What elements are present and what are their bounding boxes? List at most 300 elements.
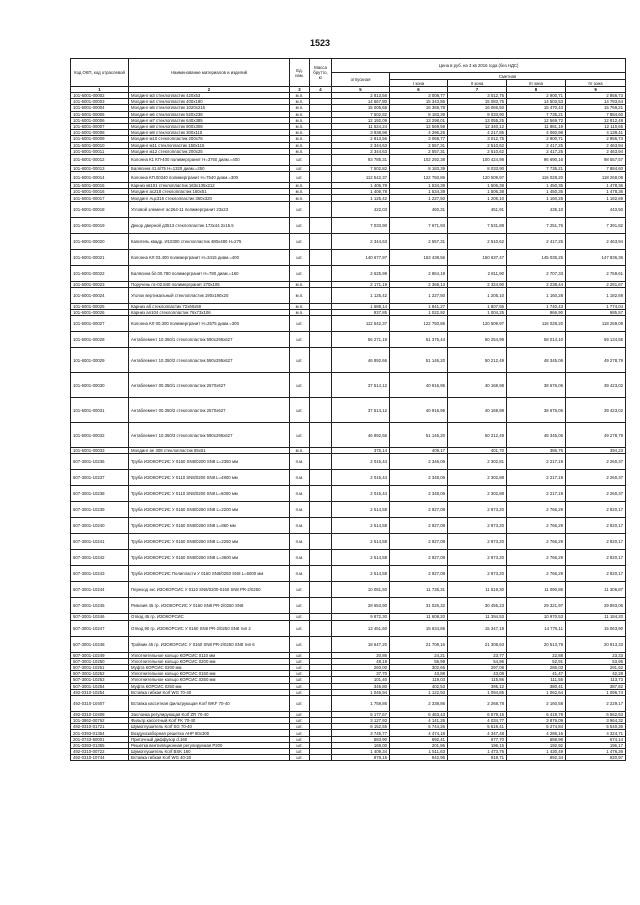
cell-zone3-price: 892,34 — [507, 755, 566, 761]
cell-zone2-price: 2 873,20 — [448, 534, 507, 550]
cell-mass — [310, 287, 332, 303]
cell-release-price: 18 647,20 — [332, 636, 390, 652]
cell-zone4-price: 387,82 — [566, 683, 626, 689]
cell-name: Шумоглушитель Korf BSK 160 — [129, 749, 290, 755]
cell-release-price: 101,40 — [332, 677, 390, 683]
cell-zone2-price: 297,08 — [448, 664, 507, 670]
table-row — [71, 217, 626, 233]
cell-zone2-price: 13 055,25 — [448, 117, 507, 123]
cell-zone1-price: 1 227,50 — [390, 287, 448, 303]
table-row — [71, 332, 626, 348]
cell-release-price: 2 514,58 — [332, 534, 390, 550]
cell-zone2-price: 150 637,47 — [448, 249, 507, 265]
cell-unit: м.п. — [290, 130, 310, 136]
cell-code: 101-6001-00014 — [71, 172, 129, 183]
cell-name: Антаблемент 10.350/1 стеклопластик 590х295х627 — [129, 332, 290, 348]
cell-zone2-price: 1 205,10 — [448, 195, 507, 201]
cell-zone1-price: 2 368,13 — [390, 281, 448, 287]
cell-name: Молдинг м10 стеклопластик 200х76 — [129, 136, 290, 142]
cell-zone3-price: 2 900,71 — [507, 93, 566, 99]
cell-zone2-price: 50 212,49 — [448, 423, 507, 448]
col-index: 4 — [310, 87, 332, 93]
cell-unit: м.п. — [290, 93, 310, 99]
cell-zone3-price: 5 274,84 — [507, 724, 566, 730]
cell-release-price: 48,19 — [332, 658, 390, 664]
cell-name: Вставка гибкая Korf WG 40-20 — [129, 755, 290, 761]
cell-zone3-price: 2 766,29 — [507, 566, 566, 582]
cell-zone1-price: 153 438,56 — [390, 249, 448, 265]
cell-zone3-price: 2 707,33 — [507, 265, 566, 281]
cell-release-price: 37 514,12 — [332, 373, 390, 398]
cell-code: 101-6001-00004 — [71, 105, 129, 111]
cell-release-price: 11 524,24 — [332, 123, 390, 129]
cell-code: 101-6001-00022 — [71, 265, 129, 281]
cell-zone3-price: 2 417,25 — [507, 233, 566, 249]
cell-zone2-price: 2 510,62 — [448, 142, 507, 148]
cell-name: Молдинг м11 стеклопластик 150х115 — [129, 142, 290, 148]
cell-name: Труба ИЗОКОРСИС У 0160 SN8/0250 SN8 L=2200 мм — [129, 502, 290, 518]
cell-zone4-price: 15 063,90 — [566, 620, 626, 636]
cell-name: Уплотнительное кольцо КОРСИС 0110 мм — [129, 652, 290, 658]
cell-unit: шт. — [290, 316, 310, 332]
table-row — [71, 470, 626, 486]
cell-mass — [310, 454, 332, 470]
cell-zone3-price: 4 286,16 — [507, 730, 566, 736]
cell-zone1-price: 15 634,86 — [390, 620, 448, 636]
cell-code: 507-3001-10240 — [71, 518, 129, 534]
cell-unit: м.п. — [290, 123, 310, 129]
cell-zone3-price: 52,91 — [507, 658, 566, 664]
cell-code: 507-3001-10246 — [71, 614, 129, 620]
cell-name: Муфта КОРСИС 0200 мм — [129, 664, 290, 670]
cell-zone1-price: 43,88 — [390, 671, 448, 677]
cell-zone3-price: 380,41 — [507, 683, 566, 689]
cell-zone4-price: 7 884,60 — [566, 111, 626, 117]
cell-zone3-price: 2 217,19 — [507, 486, 566, 502]
cell-code: 507-3001-10245 — [71, 598, 129, 614]
cell-zone3-price: 2 160,58 — [507, 695, 566, 711]
cell-zone4-price: 5 540,36 — [566, 724, 626, 730]
cell-zone3-price: 2 238,44 — [507, 281, 566, 287]
cell-name: Карниз аб стеклопластик 72х60х58 — [129, 303, 290, 309]
price-table — [70, 58, 626, 761]
cell-zone2-price: 60 254,99 — [448, 332, 507, 348]
cell-name: Ревизия 45 гр. ИЗОКОРСИС У 0160 SN8 PR-2/0250 SN8 — [129, 598, 290, 614]
cell-zone4-price: 1 182,69 — [566, 287, 626, 303]
cell-code: 507-3001-10253 — [71, 677, 129, 683]
cell-zone4-price: 2 229,17 — [566, 695, 626, 711]
cell-code: 492-0310-10744 — [71, 755, 129, 761]
cell-zone1-price: 16 368,78 — [390, 105, 448, 111]
cell-zone1-price: 2 927,08 — [390, 502, 448, 518]
header-estimate: Сметная — [390, 73, 626, 80]
cell-zone4-price: 985,57 — [566, 310, 626, 316]
table-row — [71, 502, 626, 518]
cell-unit: шт. — [290, 711, 310, 717]
cell-unit: шт. — [290, 718, 310, 724]
cell-code: 101-6001-00023 — [71, 281, 129, 287]
cell-unit: м.п. — [290, 287, 310, 303]
cell-name: Молдинг м8 стеклопластик 800х308 — [129, 123, 290, 129]
cell-zone4-price: 59 134,55 — [566, 332, 626, 348]
table-row — [71, 582, 626, 598]
cell-code: 101-6001-00024 — [71, 287, 129, 303]
cell-zone3-price: 7 735,21 — [507, 111, 566, 117]
header-name: Наименование материалов и изделий — [129, 59, 290, 87]
cell-zone1-price: 61 375,44 — [390, 332, 448, 348]
cell-name: Поручень пс-02.840 полимергранит 270х105 — [129, 281, 290, 287]
cell-zone4-price: 2 820,17 — [566, 534, 626, 550]
cell-code: 201-0743-50001 — [71, 736, 129, 742]
cell-mass — [310, 332, 332, 348]
cell-release-price: 2 344,63 — [332, 142, 390, 148]
cell-release-price: 2 813,56 — [332, 136, 390, 142]
cell-zone3-price: 386,76 — [507, 448, 566, 454]
cell-release-price: 1 125,42 — [332, 195, 390, 201]
cell-zone3-price: 1 740,43 — [507, 303, 566, 309]
cell-zone2-price: 120 509,97 — [448, 316, 507, 332]
cell-release-price: 1 406,78 — [332, 189, 390, 195]
cell-unit: шт. — [290, 730, 310, 736]
cell-mass — [310, 636, 332, 652]
cell-zone2-price: 401,70 — [448, 448, 507, 454]
table-row — [71, 518, 626, 534]
cell-zone2-price: 40 169,98 — [448, 398, 507, 423]
cell-zone1-price: 8 183,39 — [390, 165, 448, 171]
cell-unit: п.м. — [290, 470, 310, 486]
cell-mass — [310, 755, 332, 761]
cell-release-price: 140 677,97 — [332, 249, 390, 265]
table-row — [71, 566, 626, 582]
cell-zone1-price: 1 122,93 — [390, 689, 448, 695]
cell-unit: м.п. — [290, 136, 310, 142]
cell-code: 101-6001-00019 — [71, 217, 129, 233]
cell-unit: шт. — [290, 724, 310, 730]
table-row — [71, 265, 626, 281]
cell-mass — [310, 201, 332, 217]
cell-release-price: 169,00 — [332, 742, 390, 748]
cell-zone2-price: 1 205,10 — [448, 287, 507, 303]
header-zone-2: II зона — [448, 80, 507, 87]
table-row — [71, 598, 626, 614]
cell-zone1-price: 1 511,63 — [390, 749, 448, 755]
cell-name: Капитель квадр. И10300 стеклопластик 480х480 Н=275 — [129, 233, 290, 249]
cell-unit: шт. — [290, 671, 310, 677]
cell-unit: п.м. — [290, 486, 310, 502]
cell-code: 101-6001-00032 — [71, 423, 129, 448]
cell-name: Муфта КОРСИС 0250 мм — [129, 683, 290, 689]
cell-mass — [310, 217, 332, 233]
col-index: 5 — [332, 87, 390, 93]
cell-zone1-price: 302,65 — [390, 664, 448, 670]
cell-zone4-price: 2 260,37 — [566, 486, 626, 502]
cell-release-price: 112 542,37 — [332, 316, 390, 332]
cell-unit: шт. — [290, 233, 310, 249]
cell-code: 507-3001-10239 — [71, 502, 129, 518]
cell-zone4-price: 49 278,79 — [566, 423, 626, 448]
cell-zone1-price: 2 927,08 — [390, 550, 448, 566]
cell-zone1-price: 2 927,08 — [390, 518, 448, 534]
header-zone-4: IV зона — [566, 80, 626, 87]
cell-zone1-price: 402,53 — [390, 683, 448, 689]
cell-name: Колонна К1 КП-400 полимергранит Н=3760 диам.=400 — [129, 154, 290, 165]
cell-unit: шт. — [290, 683, 310, 689]
table-row — [71, 201, 626, 217]
cell-release-price: 879,15 — [332, 755, 390, 761]
cell-zone2-price: 15 347,19 — [448, 620, 507, 636]
cell-zone4-price: 11 306,87 — [566, 582, 626, 598]
cell-code: 507-3001-10243 — [71, 566, 129, 582]
cell-zone4-price: 42,28 — [566, 671, 626, 677]
cell-name: Воздухозаборная решетка AHP 80х300 — [129, 730, 290, 736]
cell-code: 101-6001-00031 — [71, 398, 129, 423]
table-row — [71, 534, 626, 550]
cell-unit: п.м. — [290, 534, 310, 550]
cell-code: 101-6001-00029 — [71, 348, 129, 373]
header-zone-1: I зона — [390, 80, 448, 87]
cell-code: 201-0393-01355 — [71, 742, 129, 748]
table-row — [71, 620, 626, 636]
cell-unit: м.п. — [290, 281, 310, 287]
cell-zone1-price: 24,21 — [390, 652, 448, 658]
cell-release-price: 7 502,82 — [332, 111, 390, 117]
cell-release-price: 2 171,19 — [332, 281, 390, 287]
table-row — [71, 398, 626, 423]
table-row — [71, 172, 626, 183]
cell-release-price: 1 759,86 — [332, 695, 390, 711]
cell-zone4-price: 1 096,74 — [566, 689, 626, 695]
cell-zone1-price: 51 146,20 — [390, 423, 448, 448]
cell-zone3-price: 286,03 — [507, 664, 566, 670]
cell-zone2-price: 50 212,49 — [448, 348, 507, 373]
cell-release-price: 2 514,58 — [332, 566, 390, 582]
cell-zone2-price: 677,70 — [448, 736, 507, 742]
cell-zone4-price: 113,73 — [566, 677, 626, 683]
cell-name: Вставка кассетная фильтрующая Korf WKF 70-40 — [129, 695, 290, 711]
cell-zone3-price: 1 160,28 — [507, 287, 566, 303]
cell-code: 507-3001-10242 — [71, 550, 129, 566]
table-row — [71, 695, 626, 711]
cell-zone4-price: 14 783,64 — [566, 99, 626, 105]
cell-code: 101-6001-00020 — [71, 233, 129, 249]
table-row — [71, 249, 626, 265]
cell-unit: м.п. — [290, 99, 310, 105]
cell-release-price: 3 938,98 — [332, 130, 390, 136]
cell-code: 101-6001-00030 — [71, 373, 129, 398]
cell-code: 101-6001-00016 — [71, 189, 129, 195]
cell-mass — [310, 233, 332, 249]
cell-zone3-price: 2 900,71 — [507, 136, 566, 142]
cell-zone2-price: 1 506,38 — [448, 183, 507, 189]
cell-unit: п.м. — [290, 518, 310, 534]
cell-zone2-price: 2 873,20 — [448, 566, 507, 582]
cell-unit: м.п. — [290, 448, 310, 454]
cell-zone2-price: 6 579,15 — [448, 711, 507, 717]
cell-zone4-price: 6 562,53 — [566, 711, 626, 717]
cell-zone1-price: 4 474,18 — [390, 730, 448, 736]
cell-unit: м.п. — [290, 111, 310, 117]
cell-zone4-price: 7 884,60 — [566, 165, 626, 171]
cell-zone1-price: 1 227,50 — [390, 195, 448, 201]
cell-mass — [310, 534, 332, 550]
cell-zone4-price: 39 423,02 — [566, 398, 626, 423]
cell-mass — [310, 502, 332, 518]
cell-zone4-price: 147 836,36 — [566, 249, 626, 265]
cell-zone1-price: 13 298,01 — [390, 117, 448, 123]
cell-zone3-price: 2 766,29 — [507, 550, 566, 566]
cell-unit: п.м. — [290, 502, 310, 518]
cell-name: Молдинг ас218 стеклопластик 160х51 — [129, 189, 290, 195]
cell-zone2-price: 1 506,38 — [448, 189, 507, 195]
cell-code: 101-6001-00013 — [71, 165, 129, 171]
cell-release-price: 3 127,93 — [332, 718, 390, 724]
cell-zone1-price: 2 927,08 — [390, 566, 448, 582]
cell-zone3-price: 15 470,43 — [507, 105, 566, 111]
cell-code: 507-3001-10248 — [71, 636, 129, 652]
cell-zone1-price: 1 022,92 — [390, 310, 448, 316]
cell-zone4-price: 2 463,94 — [566, 148, 626, 154]
cell-release-price: 37 514,12 — [332, 398, 390, 423]
cell-unit: шт. — [290, 658, 310, 664]
cell-zone4-price: 49 278,79 — [566, 348, 626, 373]
cell-mass — [310, 265, 332, 281]
cell-release-price: 2 514,58 — [332, 502, 390, 518]
cell-unit: шт. — [290, 165, 310, 171]
cell-zone2-price: 30 455,23 — [448, 598, 507, 614]
cell-zone4-price: 2 820,17 — [566, 566, 626, 582]
cell-name: Уголок вертикальный стеклопластик 190х190х20 — [129, 287, 290, 303]
cell-zone1-price: 40 916,95 — [390, 398, 448, 423]
table-row — [71, 373, 626, 398]
cell-zone3-price: 116 028,20 — [507, 316, 566, 332]
cell-zone1-price: 2 348,06 — [390, 486, 448, 502]
cell-zone4-price: 1 476,36 — [566, 749, 626, 755]
cell-zone4-price: 2 463,94 — [566, 233, 626, 249]
cell-zone4-price: 1 774,04 — [566, 303, 626, 309]
cell-zone1-price: 409,17 — [390, 448, 448, 454]
cell-zone3-price: 14 776,11 — [507, 620, 566, 636]
cell-zone4-price: 2 956,73 — [566, 136, 626, 142]
cell-zone2-price: 54,96 — [448, 658, 507, 664]
cell-name: Карниз ал104 стеклопластик 76х73х106 — [129, 310, 290, 316]
cell-zone3-price: 12 569,72 — [507, 117, 566, 123]
cell-zone3-price: 116 028,20 — [507, 172, 566, 183]
cell-release-price: 1 688,14 — [332, 303, 390, 309]
cell-zone2-price: 8 033,90 — [448, 111, 507, 117]
cell-unit: шт. — [290, 201, 310, 217]
cell-zone3-price: 1 430,49 — [507, 749, 566, 755]
cell-unit: м.п. — [290, 142, 310, 148]
cell-zone2-price: 100 424,98 — [448, 154, 507, 165]
cell-mass — [310, 249, 332, 265]
cell-zone2-price: 1 094,85 — [448, 689, 507, 695]
cell-zone2-price: 2 873,20 — [448, 518, 507, 534]
cell-zone3-price: 38 676,06 — [507, 398, 566, 423]
cell-name: Уплотнительное кольцо КОРСИС 0250 мм — [129, 677, 290, 683]
cell-zone4-price: 920,97 — [566, 755, 626, 761]
cell-code: 101-6001-00025 — [71, 303, 129, 309]
cell-code: 101-6001-00007 — [71, 123, 129, 129]
cell-zone1-price: 2 348,06 — [390, 470, 448, 486]
cell-unit: шт. — [290, 582, 310, 598]
cell-zone3-price: 11 881,19 — [507, 123, 566, 129]
cell-release-price: 14 667,80 — [332, 99, 390, 105]
cell-unit: шт. — [290, 664, 310, 670]
cell-zone3-price: 2 217,19 — [507, 470, 566, 486]
cell-name: Антаблемент 10.350/2 стеклопластик 590х295х627 — [129, 348, 290, 373]
cell-zone3-price: 48 345,06 — [507, 423, 566, 448]
cell-zone4-price: 2 463,94 — [566, 142, 626, 148]
header-release: отпускная — [332, 73, 390, 87]
cell-code: 507-3001-10241 — [71, 534, 129, 550]
cell-name: Молдинг м9 стеклопластик 300х115 — [129, 130, 290, 136]
cell-release-price: 2 625,99 — [332, 265, 390, 281]
cell-unit: м.п. — [290, 189, 310, 195]
cell-unit: п.м. — [290, 454, 310, 470]
cell-release-price: 93 785,31 — [332, 154, 390, 165]
cell-name: Труба ИЗОКОРСИС У 0160 SN8/0250 SN8 L=2250 мм — [129, 534, 290, 550]
cell-zone2-price: 23,77 — [448, 652, 507, 658]
cell-release-price: 56 271,19 — [332, 332, 390, 348]
cell-name: Уплотнительное кольцо КОРСИС 0160 мм — [129, 671, 290, 677]
cell-zone3-price: 58 014,10 — [507, 332, 566, 348]
cell-zone2-price: 1 807,65 — [448, 303, 507, 309]
cell-unit: шт. — [290, 249, 310, 265]
cell-zone1-price: 4 296,26 — [390, 130, 448, 136]
cell-zone4-price: 98 557,57 — [566, 154, 626, 165]
cell-name: Уплотнительное кольцо КОРСИС 0200 мм — [129, 658, 290, 664]
cell-code: 507-3001-10251 — [71, 664, 129, 670]
cell-zone4-price: 2 820,17 — [566, 550, 626, 566]
cell-zone1-price: 3 008,77 — [390, 93, 448, 99]
cell-zone2-price: 2 268,78 — [448, 695, 507, 711]
cell-zone1-price: 692,41 — [390, 736, 448, 742]
cell-zone3-price: 6 419,78 — [507, 711, 566, 717]
col-index: 9 — [566, 87, 626, 93]
cell-zone3-price: 41,47 — [507, 671, 566, 677]
cell-release-price: 37,70 — [332, 671, 390, 677]
cell-code: 201-0393-01354 — [71, 730, 129, 736]
cell-code: 507-3001-10254 — [71, 683, 129, 689]
cell-zone4-price: 2 820,17 — [566, 502, 626, 518]
cell-unit: п.м. — [290, 550, 310, 566]
cell-code: 101-6001-00009 — [71, 136, 129, 142]
table-row — [71, 486, 626, 502]
cell-name: Молдинг м7 стеклопластик 640х385 — [129, 117, 290, 123]
cell-name: Колонна КЛ 00.300 полимергранит Н=2575 диам.=300 — [129, 316, 290, 332]
cell-name: Декор дверной д3513 стеклопластик 173х44 2х15.5 — [129, 217, 290, 233]
cell-name: Балясина 41.6/75 Н=1320 диам.=250 — [129, 165, 290, 171]
cell-code: 492-0310-10254 — [71, 689, 129, 695]
cell-unit: м.п. — [290, 303, 310, 309]
cell-code: 507-3001-10250 — [71, 658, 129, 664]
cell-release-price: 583,90 — [332, 736, 390, 742]
cell-release-price: 6 152,55 — [332, 724, 390, 730]
cell-zone2-price: 7 531,88 — [448, 217, 507, 233]
cell-zone4-price: 4 324,71 — [566, 730, 626, 736]
cell-unit: шт. — [290, 689, 310, 695]
cell-zone4-price: 394,23 — [566, 448, 626, 454]
cell-release-price: 937,85 — [332, 310, 390, 316]
cell-zone4-price: 23,33 — [566, 652, 626, 658]
table-row — [71, 316, 626, 332]
cell-zone1-price: 2 927,08 — [390, 534, 448, 550]
cell-zone4-price: 2 759,61 — [566, 265, 626, 281]
table-row — [71, 348, 626, 373]
cell-zone3-price: 2 766,29 — [507, 502, 566, 518]
cell-release-price: 7 502,82 — [332, 165, 390, 171]
cell-name: Антаблемент 10.350/3 стеклопластик 590х295х627 — [129, 423, 290, 448]
